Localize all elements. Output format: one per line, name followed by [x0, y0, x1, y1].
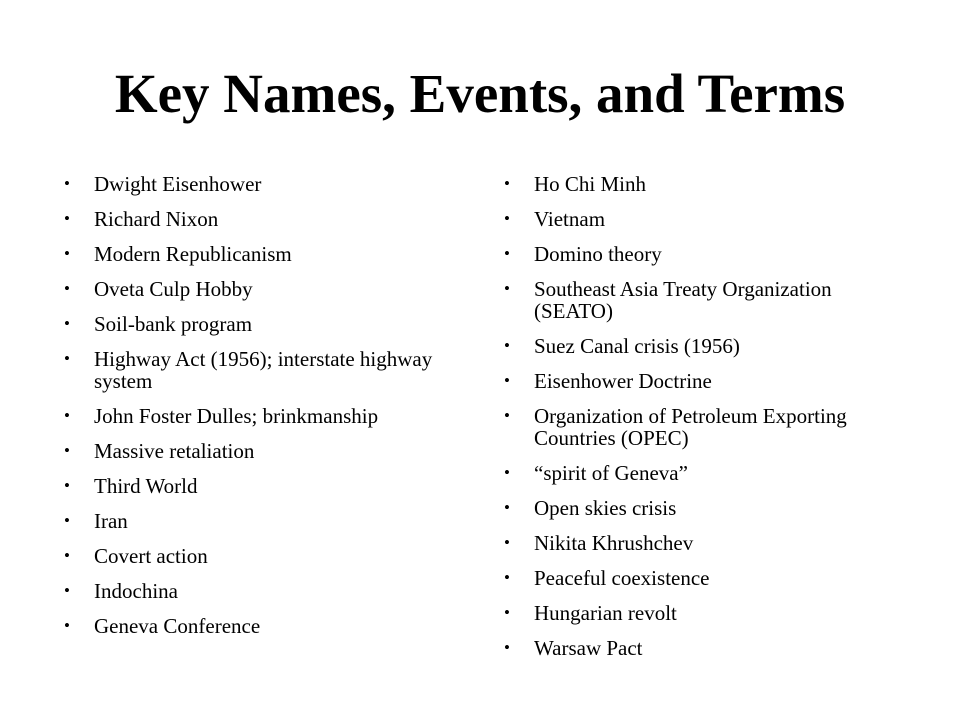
list-item: [504, 497, 914, 519]
list-item-text: Vietnam: [534, 207, 606, 231]
list-item-text: Peaceful coexistence: [534, 566, 710, 590]
bullet-icon: •: [64, 441, 70, 460]
list-item-text: Warsaw Pact: [534, 636, 643, 660]
list-item: [64, 475, 474, 497]
bullet-icon: •: [504, 336, 510, 355]
list-item-text: Third World: [94, 474, 198, 498]
list-item: [504, 637, 914, 659]
list-item: [64, 405, 474, 427]
list-item: [504, 567, 914, 589]
list-item: [64, 208, 474, 230]
bullet-icon: •: [64, 546, 70, 565]
left-term-list: [64, 173, 474, 650]
bullet-icon: •: [504, 371, 510, 390]
bullet-icon: •: [64, 174, 70, 193]
list-item: [64, 173, 474, 195]
list-item: [504, 278, 914, 322]
list-item: [504, 208, 914, 230]
list-item-text: Ho Chi Minh: [534, 172, 647, 196]
bullet-icon: •: [504, 533, 510, 552]
list-item-text: Modern Republicanism: [94, 242, 292, 266]
list-item-text: Covert action: [94, 544, 208, 568]
bullet-icon: •: [504, 463, 510, 482]
list-item-text: Southeast Asia Treaty Organization (SEATO): [534, 277, 832, 323]
list-item-text: Soil-bank program: [94, 312, 253, 336]
list-item-text: Nikita Khrushchev: [534, 531, 694, 555]
list-item: [504, 243, 914, 265]
bullet-icon: •: [504, 568, 510, 587]
bullet-icon: •: [504, 638, 510, 657]
list-item-text: Indochina: [94, 579, 178, 603]
list-item-text: “spirit of Geneva”: [534, 461, 688, 485]
bullet-icon: •: [64, 279, 70, 298]
list-item: [504, 462, 914, 484]
bullet-icon: •: [64, 581, 70, 600]
list-item: [64, 348, 474, 392]
list-item-text: Suez Canal crisis (1956): [534, 334, 740, 358]
list-item: [504, 370, 914, 392]
bullet-icon: •: [64, 406, 70, 425]
list-item: [64, 510, 474, 532]
bullet-icon: •: [64, 314, 70, 333]
list-item-text: Organization of Petroleum Exporting Countries (OPEC): [534, 404, 847, 450]
right-term-list: [504, 173, 914, 672]
list-item-text: Hungarian revolt: [534, 601, 677, 625]
bullet-icon: •: [504, 209, 510, 228]
list-item: [504, 602, 914, 624]
bullet-icon: •: [504, 174, 510, 193]
bullet-icon: •: [504, 603, 510, 622]
bullet-icon: •: [64, 244, 70, 263]
bullet-icon: •: [64, 209, 70, 228]
list-item: [504, 335, 914, 357]
slide-title: Key Names, Events, and Terms: [114, 63, 846, 124]
list-item-text: Iran: [94, 509, 128, 533]
list-item: [64, 440, 474, 462]
list-item: [64, 545, 474, 567]
list-item-text: Highway Act (1956); interstate highway system: [94, 347, 433, 393]
list-item: [504, 173, 914, 195]
list-item: [64, 313, 474, 335]
list-item-text: Richard Nixon: [94, 207, 219, 231]
bullet-icon: •: [504, 244, 510, 263]
bullet-icon: •: [64, 349, 70, 368]
list-item: [504, 405, 914, 449]
list-item: [64, 615, 474, 637]
list-item: [64, 278, 474, 300]
list-item-text: Oveta Culp Hobby: [94, 277, 253, 301]
bullet-icon: •: [64, 511, 70, 530]
list-item-text: Eisenhower Doctrine: [534, 369, 712, 393]
list-item-text: John Foster Dulles; brinkmanship: [94, 404, 379, 428]
list-item-text: Dwight Eisenhower: [94, 172, 262, 196]
bullet-icon: •: [64, 616, 70, 635]
list-item-text: Open skies crisis: [534, 496, 677, 520]
list-item: [504, 532, 914, 554]
bullet-icon: •: [64, 476, 70, 495]
bullet-icon: •: [504, 406, 510, 425]
list-item-text: Massive retaliation: [94, 439, 255, 463]
list-item-text: Geneva Conference: [94, 614, 261, 638]
bullet-icon: •: [504, 498, 510, 517]
list-item-text: Domino theory: [534, 242, 662, 266]
bullet-icon: •: [504, 279, 510, 298]
list-item: [64, 243, 474, 265]
list-item: [64, 580, 474, 602]
